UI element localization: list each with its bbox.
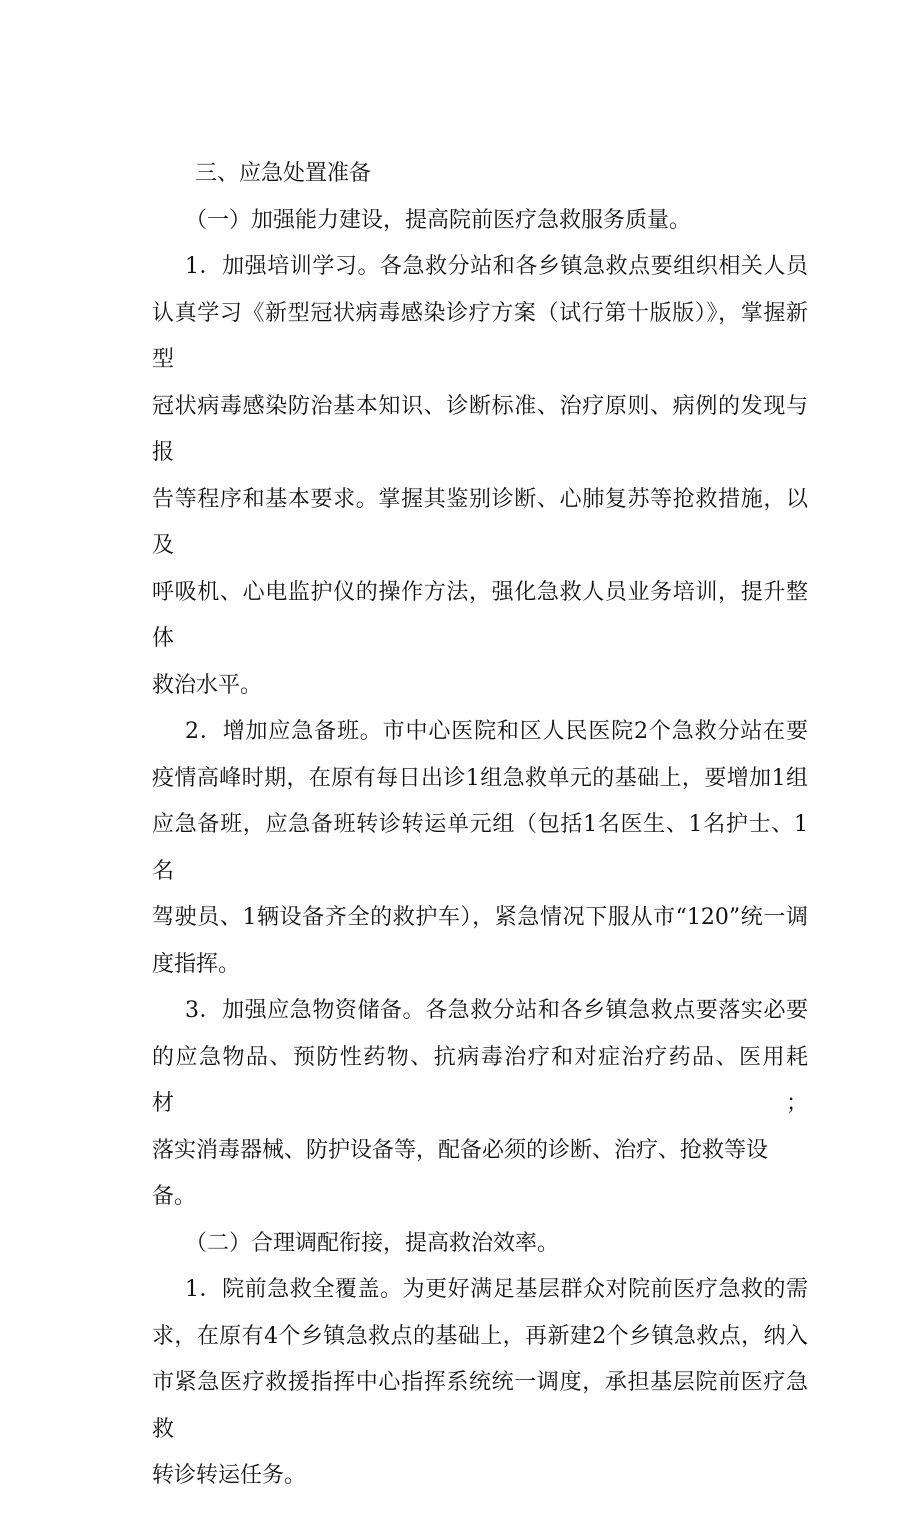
paragraph-line: 3．加强应急物资储备。各急救分站和各乡镇急救点要落实必要 <box>185 998 808 1023</box>
document-body <box>152 0 808 1540</box>
paragraph-line: 驾驶员、1辆设备齐全的救护车），紧急情况下服从市“120”统一调 <box>152 905 808 930</box>
paragraph-line: 应急备班，应急备班转诊转运单元组（包括1名医生、1名护士、1名 <box>152 812 808 884</box>
paragraph-line: 的应急物品、预防性药物、抗病毒治疗和对症治疗药品、医用耗材； <box>152 1044 808 1116</box>
paragraph-line: 认真学习《新型冠状病毒感染诊疗方案（试行第十版版）》，掌握新型 <box>152 300 808 372</box>
paragraph-line: 救治水平。 <box>152 672 263 698</box>
paragraph-line: 疫情高峰时期，在原有每日出诊1组急救单元的基础上，要增加1组 <box>152 765 808 791</box>
paragraph-line: 2．增加应急备班。市中心医院和区人民医院2个急救分站在要 <box>185 719 808 744</box>
heading-1-line: 三、应急处置准备 <box>195 161 372 186</box>
paragraph-line: 落实消毒器械、防护设备等，配备必须的诊断、治疗、抢救等设备。 <box>152 1137 769 1209</box>
heading-2-line: （二）合理调配衔接，提高救治效率。 <box>185 1230 560 1256</box>
paragraph-line: 转诊转运任务。 <box>152 1463 307 1488</box>
paragraph-line: 冠状病毒感染防治基本知识、诊断标准、治疗原则、病例的发现与报 <box>152 393 808 465</box>
paragraph-line: 求，在原有4个乡镇急救点的基础上，再新建2个乡镇急救点，纳入 <box>152 1323 808 1349</box>
paragraph-line: 1．加强培训学习。各急救分站和各乡镇急救点要组织相关人员 <box>185 254 808 279</box>
paragraph-line: 度指挥。 <box>152 951 241 977</box>
paragraph-line: 市紧急医疗救援指挥中心指挥系统统一调度，承担基层院前医疗急救 <box>152 1370 808 1442</box>
paragraph-line: 呼吸机、心电监护仪的操作方法，强化急救人员业务培训，提升整体 <box>152 579 808 651</box>
paragraph-line: 1．院前急救全覆盖。为更好满足基层群众对院前医疗急救的需 <box>185 1277 808 1302</box>
paragraph-line: 告等程序和基本要求。掌握其鉴别诊断、心肺复苏等抢救措施，以及 <box>152 486 808 558</box>
heading-2-line: （一）加强能力建设，提高院前医疗急救服务质量。 <box>185 207 692 233</box>
